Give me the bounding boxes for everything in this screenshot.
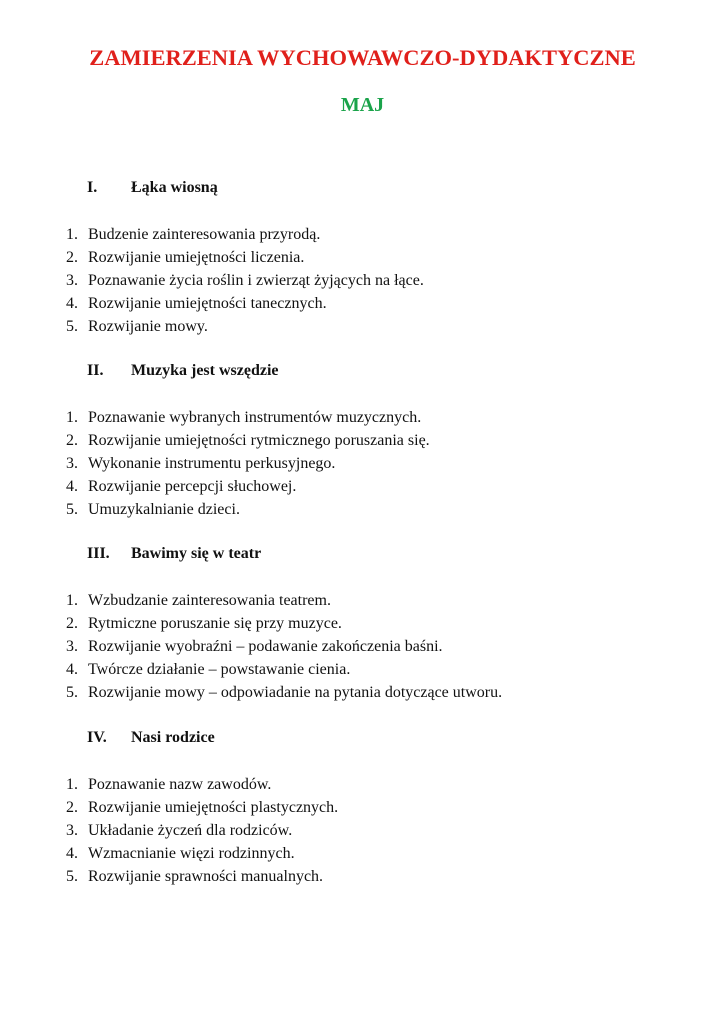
item-number: 1. — [66, 409, 78, 426]
item-list — [0, 223, 725, 338]
item-text: Poznawanie wybranych instrumentów muzycznych. — [88, 409, 422, 426]
list-item — [0, 429, 725, 452]
item-text: Rozwijanie percepcji słuchowej. — [88, 478, 297, 495]
list-item — [0, 865, 725, 888]
section-number: I. — [87, 179, 98, 196]
list-item — [0, 315, 725, 338]
item-number: 5. — [66, 684, 78, 701]
section-heading — [87, 360, 279, 382]
list-item — [0, 819, 725, 842]
item-text: Budzenie zainteresowania przyrodą. — [88, 226, 321, 243]
item-text: Wykonanie instrumentu perkusyjnego. — [88, 455, 336, 472]
item-text: Rozwijanie mowy. — [88, 318, 208, 335]
section-number: III. — [87, 545, 110, 562]
list-item — [0, 452, 725, 475]
item-text: Poznawanie nazw zawodów. — [88, 776, 272, 793]
item-text: Rozwijanie umiejętności rytmicznego poruszania się. — [88, 432, 430, 449]
list-item — [0, 612, 725, 635]
item-number: 3. — [66, 455, 78, 472]
item-list — [0, 773, 725, 888]
list-item — [0, 635, 725, 658]
item-number: 5. — [66, 318, 78, 335]
section-number: IV. — [87, 729, 107, 746]
list-item — [0, 773, 725, 796]
list-item — [0, 658, 725, 681]
item-text: Rozwijanie mowy – odpowiadanie na pytania dotyczące utworu. — [88, 684, 503, 701]
list-item — [0, 681, 725, 704]
item-text: Wzmacnianie więzi rodzinnych. — [88, 845, 295, 862]
item-number: 1. — [66, 226, 78, 243]
list-item — [0, 223, 725, 246]
item-number: 4. — [66, 845, 78, 862]
item-text: Poznawanie życia roślin i zwierząt żyjących na łące. — [88, 272, 424, 289]
item-number: 2. — [66, 615, 78, 632]
item-number: 3. — [66, 822, 78, 839]
section-title: Nasi rodzice — [131, 729, 215, 746]
list-item — [0, 292, 725, 315]
section-title: Muzyka jest wszędzie — [131, 362, 279, 379]
list-item — [0, 796, 725, 819]
item-text: Rozwijanie umiejętności tanecznych. — [88, 295, 327, 312]
list-item — [0, 498, 725, 521]
item-number: 2. — [66, 799, 78, 816]
list-item — [0, 475, 725, 498]
item-number: 2. — [66, 432, 78, 449]
item-text: Rytmiczne poruszanie się przy muzyce. — [88, 615, 342, 632]
section-heading — [87, 727, 215, 749]
item-text: Układanie życzeń dla rodziców. — [88, 822, 293, 839]
document-title: ZAMIERZENIA WYCHOWAWCZO-DYDAKTYCZNE — [89, 45, 636, 70]
item-text: Rozwijanie umiejętności plastycznych. — [88, 799, 339, 816]
section-title: Łąka wiosną — [131, 179, 218, 196]
section-heading — [87, 177, 218, 199]
list-item — [0, 406, 725, 429]
item-text: Rozwijanie wyobraźni – podawanie zakończenia baśni. — [88, 638, 443, 655]
item-text: Rozwijanie sprawności manualnych. — [88, 868, 324, 885]
list-item — [0, 246, 725, 269]
document-subtitle: MAJ — [340, 94, 385, 116]
item-text: Rozwijanie umiejętności liczenia. — [88, 249, 305, 266]
list-item — [0, 842, 725, 865]
item-number: 3. — [66, 272, 78, 289]
item-number: 5. — [66, 868, 78, 885]
item-text: Umuzykalnianie dzieci. — [88, 501, 240, 518]
list-item — [0, 589, 725, 612]
item-text: Twórcze działanie – powstawanie cienia. — [88, 661, 351, 678]
item-number: 4. — [66, 478, 78, 495]
item-text: Wzbudzanie zainteresowania teatrem. — [88, 592, 331, 609]
item-number: 4. — [66, 661, 78, 678]
item-number: 2. — [66, 249, 78, 266]
item-number: 4. — [66, 295, 78, 312]
list-item — [0, 269, 725, 292]
section-heading — [87, 543, 261, 565]
section-title: Bawimy się w teatr — [131, 545, 262, 562]
item-number: 1. — [66, 776, 78, 793]
section-number: II. — [87, 362, 104, 379]
item-number: 1. — [66, 592, 78, 609]
item-number: 3. — [66, 638, 78, 655]
item-list — [0, 589, 725, 704]
item-list — [0, 406, 725, 521]
item-number: 5. — [66, 501, 78, 518]
